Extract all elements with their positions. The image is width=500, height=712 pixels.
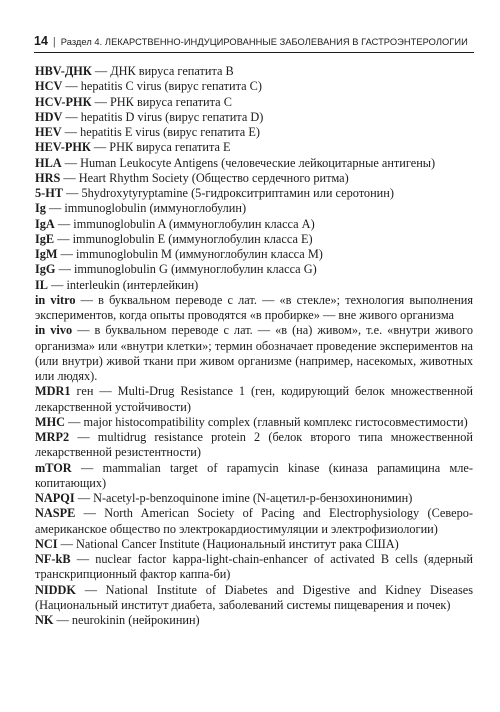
abbreviation-term: in vivo — [35, 323, 73, 338]
abbreviation-definition: — immunoglobulin E (иммуноглобулин класса E) — [54, 231, 313, 246]
abbreviation-entry — [35, 491, 473, 506]
abbreviation-term: HRS — [35, 170, 61, 185]
abbreviation-definition: — N-acetyl-p-benzoquinone imine (N-ацетил-p-бензохинонимин) — [74, 491, 413, 505]
abbreviation-entry — [35, 110, 473, 125]
abbreviation-definition: — hepatitis E virus (вирус гепатита E) — [61, 125, 260, 139]
abbreviation-list — [35, 64, 473, 628]
abbreviation-entry — [35, 384, 473, 415]
abbreviation-definition: — hepatitis C virus (вирус гепатита C) — [62, 79, 262, 94]
abbreviation-definition: — multidrug resistance protein 2 (белок второго типа множественной лекарственной резистентности) — [35, 430, 473, 460]
abbreviation-definition: — immunoglobulin (иммуноглобулин) — [45, 201, 247, 216]
abbreviation-definition: — Heart Rhythm Society (Общество сердечного ритма) — [60, 170, 349, 185]
abbreviation-entry — [35, 156, 473, 171]
abbreviation-term: HBV-ДНК — [35, 64, 92, 78]
abbreviation-entry — [35, 293, 473, 324]
abbreviation-entry — [35, 201, 473, 216]
abbreviation-term: NAPQI — [35, 491, 75, 505]
abbreviation-definition: — РНК вируса гепатита C — [91, 94, 232, 109]
abbreviation-term: NASPE — [35, 506, 76, 521]
abbreviation-definition: — mammalian target of rapamycin kinase (киназа рапамицина млекопитающих) — [35, 460, 473, 490]
abbreviation-entry — [35, 278, 473, 293]
abbreviation-term: IgA — [35, 216, 55, 231]
abbreviation-definition: — neurokinin (нейрокинин) — [53, 613, 200, 627]
abbreviation-entry — [35, 430, 473, 461]
abbreviation-entry — [35, 64, 473, 79]
abbreviation-term: IgG — [35, 262, 56, 277]
abbreviation-entry — [35, 232, 473, 247]
abbreviation-entry — [35, 613, 473, 628]
abbreviation-term: IgM — [35, 247, 58, 261]
abbreviation-definition: — major histocompatibility complex (главный комплекс гистосовместимости) — [65, 414, 468, 429]
abbreviation-term: NCI — [35, 536, 58, 551]
abbreviation-entry — [35, 171, 473, 186]
abbreviation-term: HCV — [35, 79, 63, 94]
section-title: Раздел 4. ЛЕКАРСТВЕННО-ИНДУЦИРОВАННЫЕ ЗАБОЛЕВАНИЯ В ГАСТРОЭНТЕРОЛОГИИ — [60, 37, 468, 47]
abbreviation-term: IL — [35, 277, 48, 292]
abbreviation-entry — [35, 506, 473, 537]
abbreviation-definition: — hepatitis D virus (вирус гепатита D) — [62, 109, 264, 124]
abbreviation-term: NF-kB — [35, 552, 71, 566]
abbreviation-definition: — interleukin (интерлейкин) — [48, 277, 199, 292]
abbreviation-term: MDR1 — [35, 384, 71, 399]
abbreviation-entry — [35, 125, 473, 140]
abbreviation-entry — [35, 461, 473, 492]
abbreviation-definition: — в буквальном переводе с лат. — «в (на) живом», т.е. «внутри живого организма» или «внутри клетки»; термин обозначает проведение экспериментов на (или внутри) живой ткани при живом организме (например, насекомых, животных или людях). — [35, 323, 473, 383]
abbreviation-entry — [35, 323, 473, 384]
abbreviation-entry — [35, 95, 473, 110]
abbreviation-term: HDV — [35, 109, 63, 124]
abbreviation-entry — [35, 537, 473, 552]
abbreviation-entry — [35, 186, 473, 201]
abbreviation-term: NK — [35, 613, 54, 627]
abbreviation-term: mTOR — [35, 460, 72, 475]
abbreviation-definition: — в буквальном переводе с лат. — «в стекле»; технология выполнения экспериментов, когда опыты проводятся «в пробирке» — вне живого организма — [35, 292, 474, 322]
abbreviation-definition: — ДНК вируса гепатита B — [91, 64, 234, 78]
abbreviation-definition: — РНК вируса гепатита E — [90, 140, 231, 155]
abbreviation-definition: — National Institute of Diabetes and Digestive and Kidney Diseases (Национальный институт диабета, заболеваний системы пищеварения и почек) — [35, 582, 473, 612]
abbreviation-entry — [35, 217, 473, 232]
abbreviation-term: 5-HT — [35, 186, 64, 200]
page-number: 14 — [34, 34, 48, 48]
abbreviation-definition: — immunoglobulin A (иммуноглобулин класса A) — [54, 216, 315, 231]
abbreviation-entry — [35, 262, 473, 277]
abbreviation-term: in vitro — [35, 292, 76, 307]
abbreviation-definition: — North American Society of Pacing and Electrophysiology (Североамериканское общество по электрокардиостимуляции и электрофизиологии) — [35, 506, 473, 536]
abbreviation-term: IgE — [35, 231, 55, 246]
abbreviation-entry — [35, 583, 473, 614]
abbreviation-definition: — National Cancer Institute (Национальный институт рака США) — [57, 536, 399, 551]
abbreviation-term: MRP2 — [35, 430, 70, 444]
abbreviation-term: HCV-РНК — [35, 94, 92, 109]
abbreviation-entry — [35, 247, 473, 262]
running-header — [34, 34, 474, 53]
abbreviation-definition: — 5hydroxytyryptamine (5-гидрокситриптамин или серотонин) — [63, 186, 394, 200]
abbreviation-definition: — Human Leukocyte Antigens (человеческие лейкоцитарные антигены) — [61, 155, 436, 170]
abbreviation-entry — [35, 140, 473, 155]
abbreviation-definition: ген — Multi-Drug Resistance 1 (ген, кодирующий белок множественной лекарственной устойчивости) — [35, 384, 473, 414]
abbreviation-term: HEV — [35, 125, 62, 139]
abbreviation-term: MHC — [35, 414, 66, 429]
abbreviation-term: NIDDK — [35, 582, 76, 597]
abbreviation-entry — [35, 552, 473, 583]
abbreviation-definition: — immunoglobulin G (иммуноглобулин класса G) — [55, 262, 317, 277]
abbreviation-term: Ig — [35, 201, 46, 216]
abbreviation-entry — [35, 415, 473, 430]
abbreviation-term: HEV-РНК — [35, 140, 91, 155]
abbreviation-definition: — nuclear factor kappa-light-chain-enhancer of activated B cells (ядерный транскрипционный фактор каппа-би) — [35, 552, 473, 582]
abbreviation-definition: — immunoglobulin M (иммуноглобулин класса M) — [57, 247, 323, 261]
header-separator: | — [52, 36, 56, 48]
abbreviation-entry — [35, 79, 473, 94]
abbreviation-term: HLA — [35, 155, 62, 170]
